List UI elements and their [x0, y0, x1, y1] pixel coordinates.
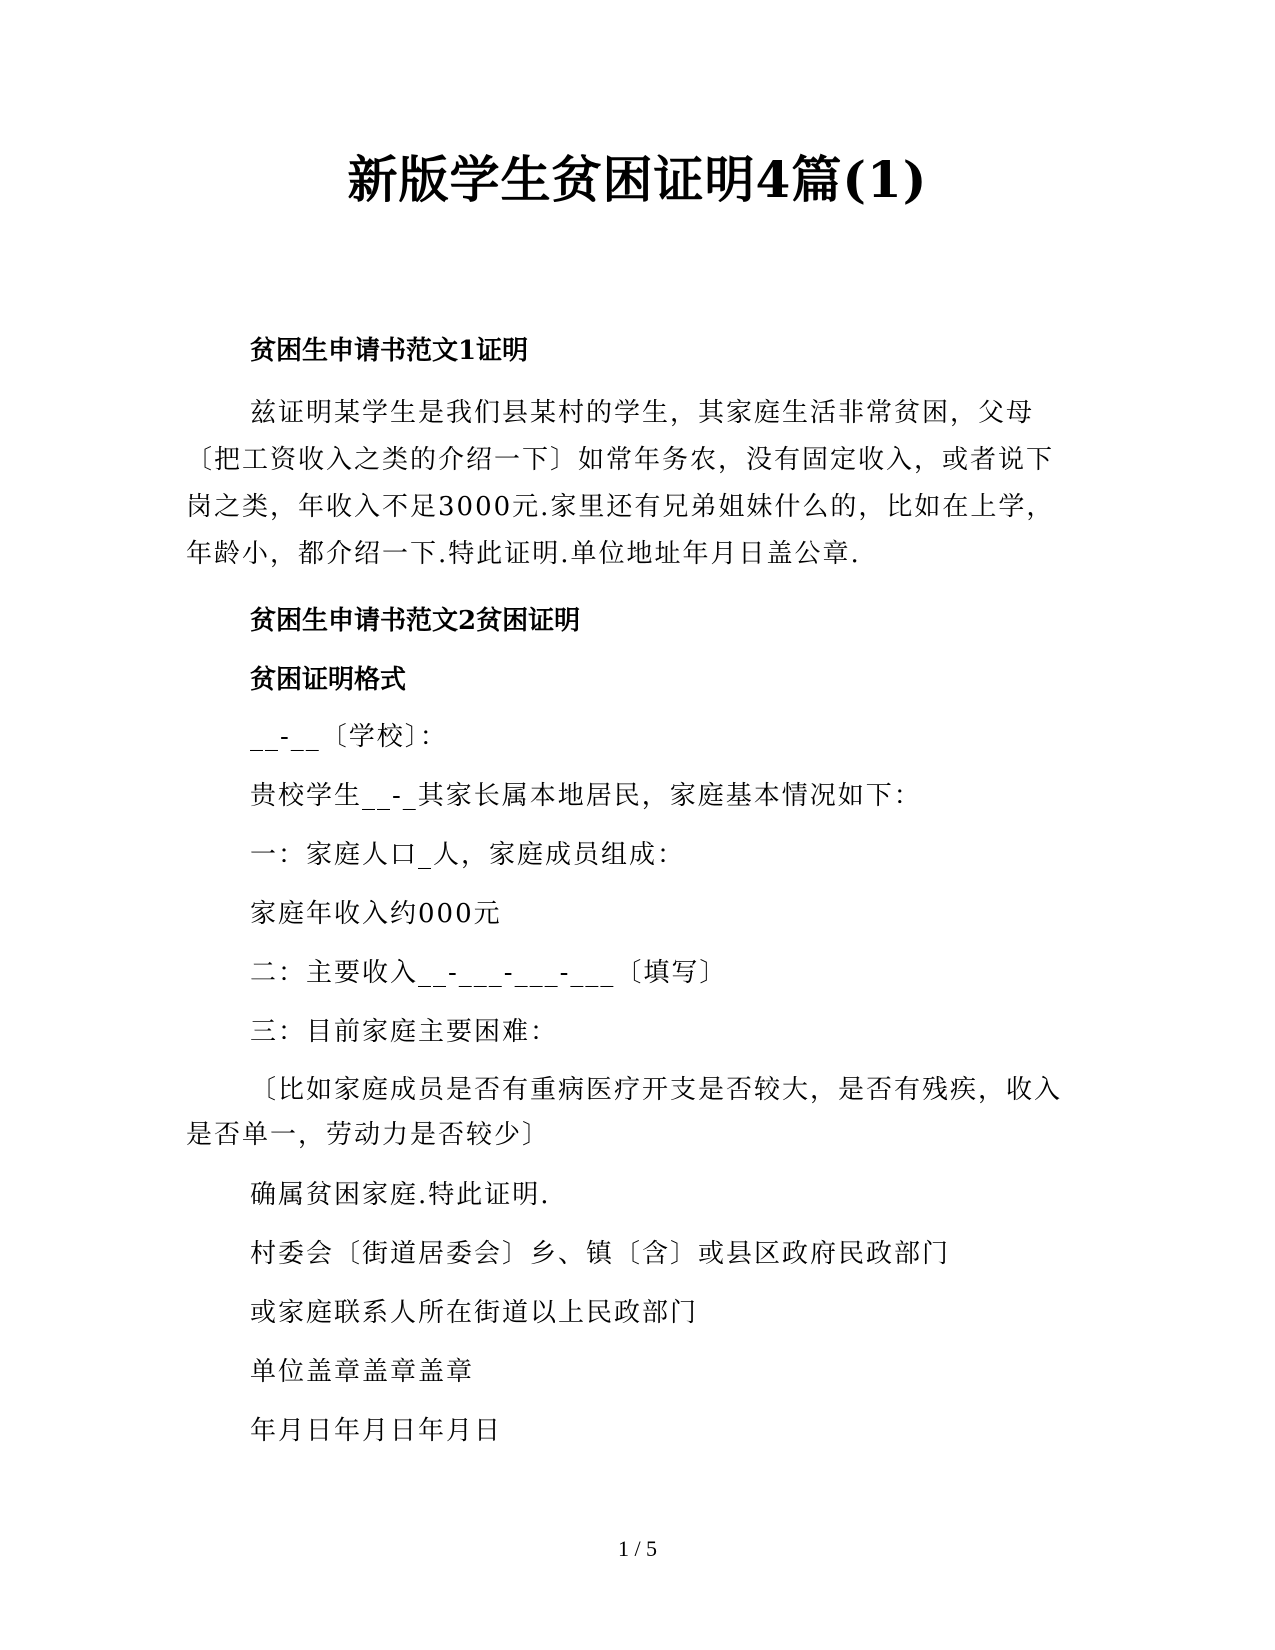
section-heading: 贫困生申请书范文1证明 — [250, 336, 529, 366]
form-line: 贵校学生__-_其家长属本地居民，家庭基本情况如下： — [250, 781, 922, 811]
form-line: 年月日年月日年月日 — [250, 1416, 503, 1446]
form-line: 二：主要收入__-___-___-___〔填写〕 — [250, 958, 728, 988]
section-subheading: 贫困证明格式 — [250, 665, 407, 695]
section-paragraph: 兹证明某学生是我们县某村的学生，其家庭生活非常贫困，父母〔把工资收入之类的介绍一下〕如常年务农，没有固定收入，或者说下岗之类，年收入不足3000元.家里还有兄弟姐妹什么的，比如在上学，年龄小，都介绍一下.特此证明.单位地址年月日盖公章. — [186, 398, 1055, 569]
page-number: 1 / 5 — [617, 1536, 658, 1561]
form-line: 单位盖章盖章盖章 — [250, 1357, 475, 1387]
form-line: 村委会〔街道居委会〕乡、镇〔含〕或县区政府民政部门 — [250, 1239, 951, 1269]
section-heading: 贫困生申请书范文2贫困证明 — [250, 606, 581, 636]
form-line: 家庭年收入约000元 — [250, 899, 502, 929]
form-line: 三：目前家庭主要困难： — [250, 1017, 559, 1047]
form-line: 一：家庭人口_人，家庭成员组成： — [250, 840, 686, 870]
form-line: __-__〔学校〕： — [250, 722, 448, 752]
page-title: 新版学生贫困证明4篇(1) — [347, 150, 928, 209]
document-body — [186, 320, 1066, 1461]
form-paragraph: 〔比如家庭成员是否有重病医疗开支是否较大，是否有残疾，收入是否单一，劳动力是否较少〕 — [186, 1075, 1063, 1150]
form-line: 确属贫困家庭.特此证明. — [250, 1180, 551, 1210]
form-line: 或家庭联系人所在街道以上民政部门 — [250, 1298, 699, 1328]
